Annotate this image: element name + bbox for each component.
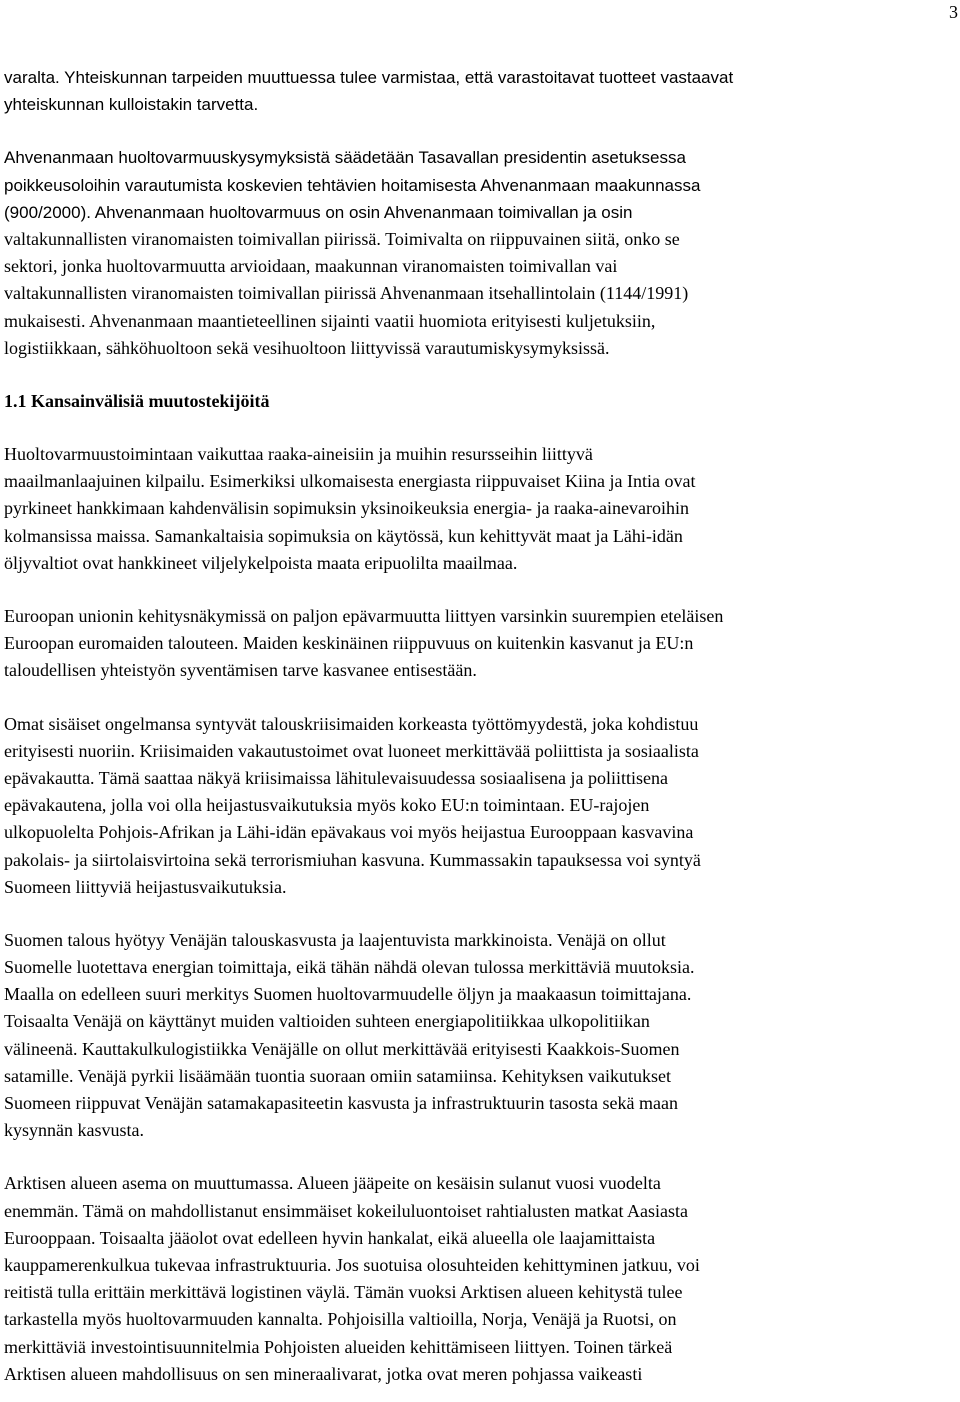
text-line: Huoltovarmuustoimintaan vaikuttaa raaka-aineisiin ja muihin resursseihin liittyvä xyxy=(4,444,593,465)
text-line: Omat sisäiset ongelmansa syntyvät talouskriisimaiden korkeasta työttömyydestä, joka kohdistuu xyxy=(4,713,699,734)
text-line: välineenä. Kauttakulkulogistiikka Venäjälle on ollut merkittävää erityisesti Kaakkois-Suomen xyxy=(4,1038,680,1059)
paragraph-gap xyxy=(4,901,936,927)
text-line: valtakunnallisten viranomaisten toimivallan piirissä. Toimivalta on riippuvainen siitä, onko se xyxy=(4,228,680,249)
text-line: enemmän. Tämä on mahdollistanut ensimmäiset kokeiluluontoiset rahtialusten matkat Aasiasta xyxy=(4,1200,689,1221)
text-line: taloudellisen yhteistyön syventämisen tarve kasvanee entisestään. xyxy=(4,660,477,681)
text-line: öljyvaltiot ovat hankkineet viljelykelpoista maata eripuolilta maailmaa. xyxy=(4,552,518,573)
text-line: yhteiskunnan kulloistakin tarvetta. xyxy=(4,95,259,115)
text-line: varalta. Yhteiskunnan tarpeiden muuttuessa tulee varmistaa, että varastoitavat tuotteet vastaavat xyxy=(4,68,734,87)
text-line: Ahvenanmaan huoltovarmuuskysymyksistä säädetään Tasavallan presidentin asetuksessa xyxy=(4,148,686,168)
text-line: erityisesti nuoriin. Kriisimaiden vakautustoimet ovat luoneet merkittävää poliittista ja sosiaalista xyxy=(4,740,699,761)
text-line: pakolais- ja siirtolaisvirtoina sekä terrorismiuhan kasvuna. Kummassakin tapauksessa voi syntyä xyxy=(4,849,701,870)
paragraph-gap xyxy=(4,415,936,441)
text-line: kauppamerenkulkua tukevaa infrastruktuuria. Jos suotuisa olosuhteiden kehittyminen jatkuu, voi xyxy=(4,1254,700,1275)
text-line: reitistä tulla erittäin merkittävä logistinen väylä. Tämän vuoksi Arktisen alueen kehitystä tulee xyxy=(4,1282,683,1303)
paragraph-gap xyxy=(4,577,936,603)
text-line: epävakautena, jolla voi olla heijastusvaikutuksia myös koko EU:n toimintaan. EU-rajojen xyxy=(4,795,650,816)
text-line: kolmansissa maissa. Samankaltaisia sopimuksia on käytössä, kun kehittyvät maat ja Lähi-idän xyxy=(4,525,683,546)
text-line: maailmanlaajuinen kilpailu. Esimerkiksi ulkomaisesta energiasta riippuvaiset Kiina ja Intia ovat xyxy=(4,471,696,492)
text-line: Suomeen liittyviä heijastusvaikutuksia. xyxy=(4,876,287,897)
text-line: pyrkineet hankkimaan kahdenvälisin sopimuksin yksinoikeuksia energia- ja raaka-ainevaroihin xyxy=(4,498,689,519)
text-line: Suomelle luotettava energian toimittaja, eikä tähän nähdä olevan tulossa merkittäviä muutoksia. xyxy=(4,957,695,978)
paragraph-gap xyxy=(4,362,936,388)
text-line: kysynnän kasvusta. xyxy=(4,1120,144,1141)
text-line: epävakautta. Tämä saattaa näkyä kriisimaissa lähitulevaisuudessa sosiaalisena ja poliittisena xyxy=(4,767,668,788)
paragraph-gap xyxy=(4,118,936,144)
text-line: Arktisen alueen mahdollisuus on sen mineraalivarat, jotka ovat meren pohjassa vaikeasti xyxy=(4,1363,643,1384)
text-line: Euroopan euromaiden talouteen. Maiden keskinäinen riippuvuus on kuitenkin kasvanut ja EU:n xyxy=(4,633,694,654)
text-line: Toisaalta Venäjä on käyttänyt muiden valtioiden suhteen energiapolitiikkaa ulkopolitiikan xyxy=(4,1011,650,1032)
text-line: valtakunnallisten viranomaisten toimivallan piirissä Ahvenanmaan itsehallintolain (1144/1991) xyxy=(4,283,689,304)
text-line: Eurooppaan. Toisaalta jääolot ovat edelleen hyvin hankalat, eikä alueella ole laajamittaista xyxy=(4,1227,656,1248)
text-line: Maalla on edelleen suuri merkitys Suomen huoltovarmuudelle öljyn ja maakaasun toimittajana. xyxy=(4,984,692,1005)
section-heading: 1.1 Kansainvälisiä muutostekijöitä xyxy=(4,390,270,411)
text-line: poikkeusoloihin varautumista koskevien tehtävien hoitamisesta Ahvenanmaan maakunnassa xyxy=(4,175,701,195)
text-line: (900/2000). Ahvenanmaan huoltovarmuus on osin Ahvenanmaan toimivallan ja osin xyxy=(4,202,633,222)
text-line: sektori, jonka huoltovarmuutta arvioidaan, maakunnan viranomaisten toimivallan vai xyxy=(4,256,618,277)
text-line: Suomen talous hyötyy Venäjän talouskasvusta ja laajentuvista markkinoista. Venäjä on ollut xyxy=(4,929,666,950)
page-number: 3 xyxy=(949,2,958,22)
document-body xyxy=(4,64,936,1388)
text-line: Arktisen alueen asema on muuttumassa. Alueen jääpeite on kesäisin sulanut vuosi vuodelta xyxy=(4,1173,661,1194)
paragraph-gap xyxy=(4,685,936,711)
text-line: logistiikkaan, sähköhuoltoon sekä vesihuoltoon liittyvissä varautumiskysymyksissä. xyxy=(4,337,610,358)
text-line: satamille. Venäjä pyrkii lisäämään tuontia suoraan omiin satamiinsa. Kehityksen vaikutukset xyxy=(4,1065,672,1086)
text-line: Suomeen riippuvat Venäjän satamakapasiteetin kasvusta ja infrastruktuurin tasosta sekä maan xyxy=(4,1093,678,1113)
text-line: merkittäviä investointisuunnitelmia Pohjoisten alueiden kehittämiseen liittyen. Toinen tärkeä xyxy=(4,1336,673,1357)
text-line: tarkastella myös huoltovarmuuden kannalta. Pohjoisilla valtioilla, Norja, Venäjä ja Ruotsi, on xyxy=(4,1309,677,1330)
text-line: ulkopuolelta Pohjois-Afrikan ja Lähi-idän epävakaus voi myös heijastua Eurooppaan kasvavina xyxy=(4,822,694,843)
paragraph-gap xyxy=(4,1144,936,1170)
text-line: mukaisesti. Ahvenanmaan maantieteellinen sijainti vaatii huomiota erityisesti kuljetuksiin, xyxy=(4,310,656,331)
text-line: Euroopan unionin kehitysnäkymissä on paljon epävarmuutta liittyen varsinkin suurempien eteläisen xyxy=(4,606,724,626)
